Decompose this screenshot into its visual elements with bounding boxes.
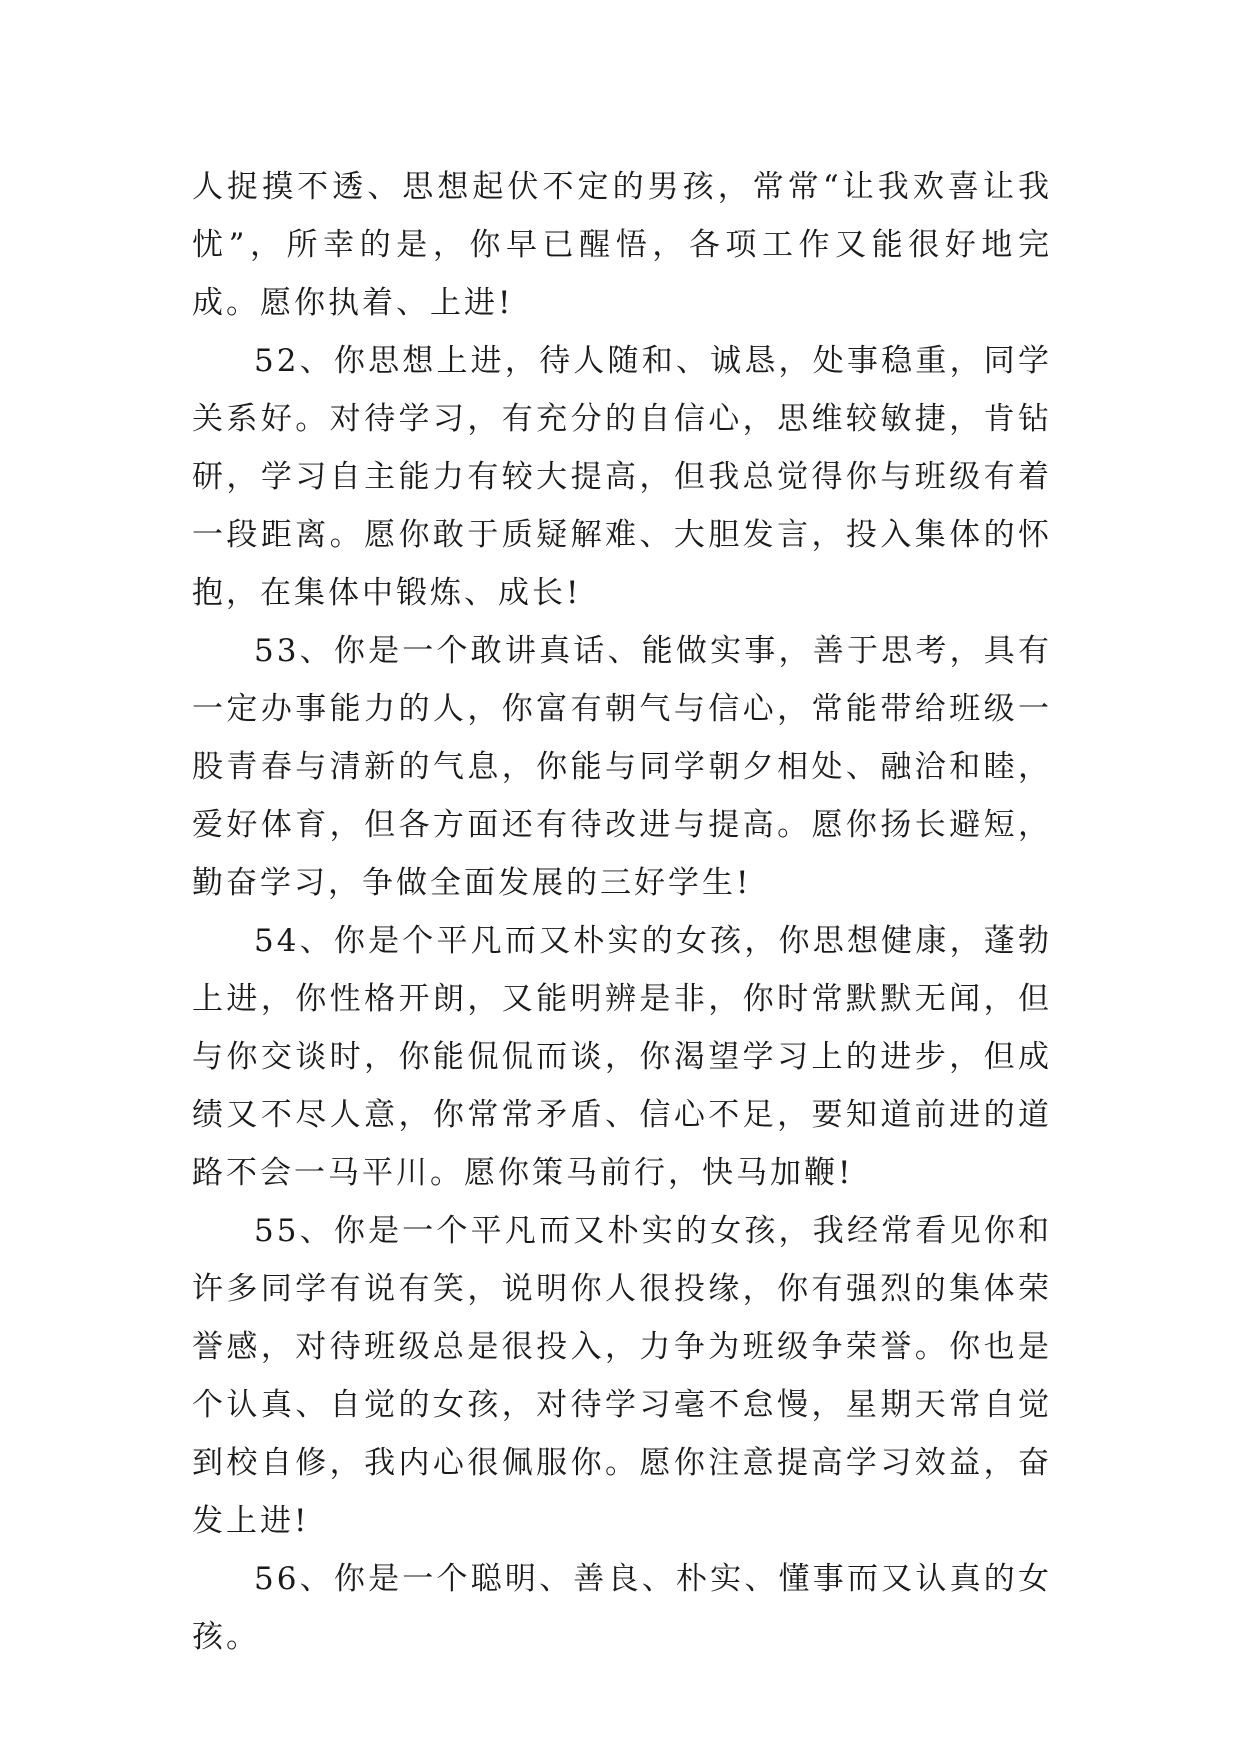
paragraph-54: 54、你是个平凡而又朴实的女孩，你思想健康，蓬勃上进，你性格开朗，又能明辨是非，你时常默默无闻，但与你交谈时，你能侃侃而谈，你渴望学习上的进步，但成绩又不尽人意，你常常矛盾、信心不足，要知道前进的道路不会一马平川。愿你策马前行，快马加鞭!: [192, 923, 1052, 1191]
paragraph-55: 55、你是一个平凡而又朴实的女孩，我经常看见你和许多同学有说有笑，说明你人很投缘，你有强烈的集体荣誉感，对待班级总是很投入，力争为班级争荣誉。你也是个认真、自觉的女孩，对待学习毫不怠慢，星期天常自觉到校自修，我内心很佩服你。愿你注意提高学习效益，奋发上进!: [192, 1213, 1052, 1539]
paragraph-56: 56、你是一个聪明、善良、朴实、懂事而又认真的女孩。: [192, 1561, 1052, 1655]
paragraph-52: 52、你思想上进，待人随和、诚恳，处事稳重，同学关系好。对待学习，有充分的自信心，思维较敏捷，肯钻研，学习自主能力有较大提高，但我总觉得你与班级有着一段距离。愿你敢于质疑解难、大胆发言，投入集体的怀抱，在集体中锻炼、成长!: [192, 343, 1052, 611]
paragraph-51-continuation: 人捉摸不透、思想起伏不定的男孩，常常“让我欢喜让我忧”，所幸的是，你早已醒悟，各项工作又能很好地完成。愿你执着、上进!: [192, 169, 1052, 321]
document-body: [192, 158, 1052, 1666]
paragraph-53: 53、你是一个敢讲真话、能做实事，善于思考，具有一定办事能力的人，你富有朝气与信心，常能带给班级一股青春与清新的气息，你能与同学朝夕相处、融洽和睦，爱好体育，但各方面还有待改进与提高。愿你扬长避短，勤奋学习，争做全面发展的三好学生!: [192, 633, 1052, 901]
